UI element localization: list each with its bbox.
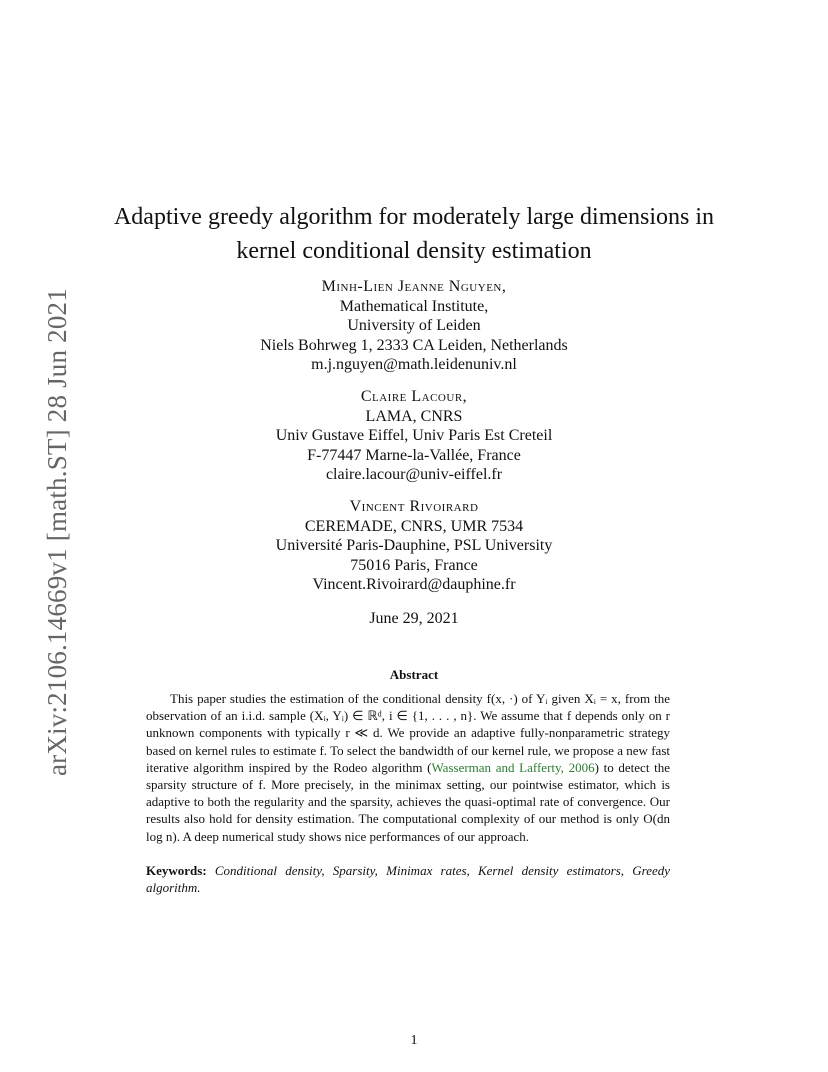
- keywords-text: Conditional density, Sparsity, Minimax rates, Kernel density estimators, Greedy algorithm.: [146, 863, 671, 896]
- author-1: [0, 277, 828, 375]
- author-address-line: F-77447 Marne-la-Vallée, France: [307, 446, 521, 464]
- paper-title: [0, 200, 828, 268]
- page-number: 1: [410, 1033, 418, 1048]
- author-affiliation-line: Univ Gustave Eiffel, Univ Paris Est Creteil: [275, 427, 553, 445]
- author-affiliation-line: University of Leiden: [347, 317, 481, 335]
- abstract-text-part-2: ) to detect the sparsity structure of f. More precisely, in the minimax setting, our pointwise estimator, which is adaptive to both the regularity and the sparsity, achieves the quasi-optimal rate of convergence. Our results also hold for density estimation. The computational complexity of our method is only O(dn log n). A deep numerical study shows nice performances of our approach.: [146, 759, 670, 844]
- author-email: claire.lacour@univ-eiffel.fr: [325, 466, 503, 484]
- author-affiliation-line: CEREMADE, CNRS, UMR 7534: [304, 517, 524, 535]
- author-3: [0, 497, 828, 595]
- author-email: Vincent.Rivoirard@dauphine.fr: [312, 576, 516, 594]
- author-affiliation-line: Université Paris-Dauphine, PSL University: [275, 537, 553, 555]
- author-affiliation-line: LAMA, CNRS: [365, 407, 463, 425]
- author-affiliation-line: Mathematical Institute,: [339, 297, 489, 315]
- author-name: Vincent Rivoirard: [349, 497, 479, 515]
- author-email: m.j.nguyen@math.leidenuniv.nl: [311, 356, 517, 374]
- title-line-1: Adaptive greedy algorithm for moderately large dimensions in: [113, 204, 715, 230]
- author-block: [0, 277, 828, 607]
- keywords-block: [146, 862, 670, 896]
- arxiv-sidebar-stamp: arXiv:2106.14669v1 [math.ST] 28 Jun 2021: [42, 288, 72, 776]
- author-name: Claire Lacour,: [360, 387, 468, 405]
- author-2: [0, 387, 828, 485]
- abstract-heading: Abstract: [389, 667, 439, 682]
- citation-link[interactable]: Wasserman and Lafferty, 2006: [431, 759, 595, 775]
- keywords-label: Keywords:: [146, 863, 207, 878]
- paper-date: June 29, 2021: [369, 610, 459, 627]
- abstract-text-part-1: This paper studies the estimation of the conditional density f(x, ·) of Yᵢ given Xᵢ = x, from the observation of an i.i.d. sample (Xᵢ, Yᵢ) ∈ ℝᵈ, i ∈ {1, . . . , n}. We assume that f depends only on r unknown components with typically r ≪ d. We provide an adaptive fully-nonparametric strategy based on kernel rules to estimate f. To select the bandwidth of our kernel rule, we propose a new fast iterative algorithm inspired by the Rodeo algorithm (: [146, 691, 670, 775]
- title-line-2: kernel conditional density estimation: [236, 238, 592, 264]
- author-address-line: Niels Bohrweg 1, 2333 CA Leiden, Netherlands: [260, 336, 568, 354]
- abstract-text: [146, 690, 670, 845]
- author-name: Minh-Lien Jeanne Nguyen,: [321, 278, 507, 295]
- author-address-line: 75016 Paris, France: [350, 556, 478, 574]
